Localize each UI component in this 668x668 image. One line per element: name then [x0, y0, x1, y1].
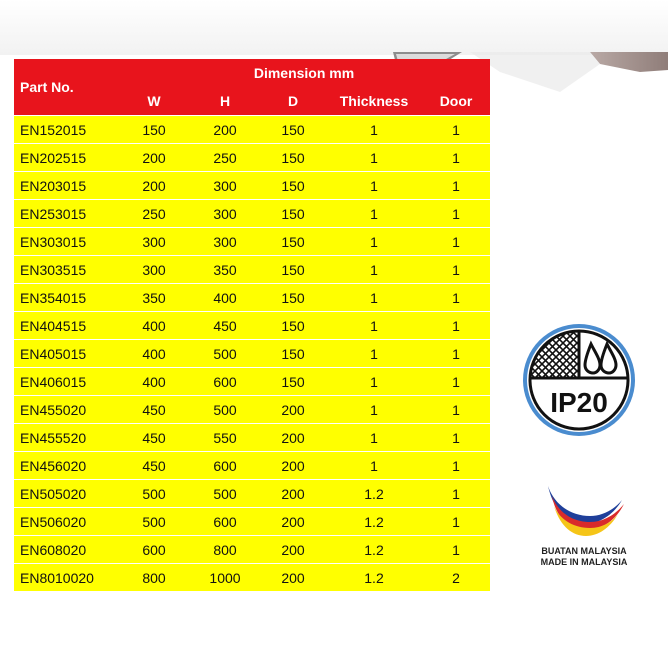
cell-thickness: 1: [326, 312, 422, 340]
cell-door: 1: [422, 144, 490, 172]
cell-h: 500: [190, 340, 260, 368]
cell-w: 450: [118, 396, 190, 424]
table-row: [14, 368, 490, 396]
cell-part-no: EN455020: [14, 396, 118, 424]
cell-thickness: 1: [326, 144, 422, 172]
cell-part-no: EN455520: [14, 424, 118, 452]
made-in-line-2: MADE IN MALAYSIA: [540, 557, 628, 567]
cell-part-no: EN405015: [14, 340, 118, 368]
cell-w: 200: [118, 172, 190, 200]
cell-d: 200: [260, 564, 326, 592]
cell-d: 150: [260, 368, 326, 396]
table-row: [14, 200, 490, 228]
cell-part-no: EN608020: [14, 536, 118, 564]
cell-d: 200: [260, 480, 326, 508]
cell-h: 600: [190, 368, 260, 396]
cell-part-no: EN202515: [14, 144, 118, 172]
table-row: [14, 144, 490, 172]
cell-thickness: 1: [326, 200, 422, 228]
cell-door: 1: [422, 200, 490, 228]
header-w: W: [118, 87, 190, 116]
cell-part-no: EN8010020: [14, 564, 118, 592]
cell-w: 300: [118, 256, 190, 284]
cell-w: 350: [118, 284, 190, 312]
cell-door: 1: [422, 172, 490, 200]
cell-door: 1: [422, 508, 490, 536]
cell-part-no: EN303015: [14, 228, 118, 256]
cell-w: 300: [118, 228, 190, 256]
cell-part-no: EN203015: [14, 172, 118, 200]
cell-part-no: EN506020: [14, 508, 118, 536]
cell-h: 1000: [190, 564, 260, 592]
cell-door: 1: [422, 396, 490, 424]
header-door: Door: [422, 87, 490, 116]
cell-thickness: 1: [326, 284, 422, 312]
cell-h: 200: [190, 116, 260, 144]
spec-table-body: [14, 116, 490, 592]
cell-d: 200: [260, 536, 326, 564]
cell-part-no: EN354015: [14, 284, 118, 312]
cell-h: 400: [190, 284, 260, 312]
table-row: [14, 228, 490, 256]
cell-w: 400: [118, 340, 190, 368]
cell-h: 500: [190, 396, 260, 424]
header-row-group: [14, 59, 490, 87]
header-thickness: Thickness: [326, 87, 422, 116]
cell-thickness: 1: [326, 116, 422, 144]
cell-d: 150: [260, 144, 326, 172]
spec-table: [14, 59, 490, 591]
cell-h: 300: [190, 172, 260, 200]
cell-part-no: EN253015: [14, 200, 118, 228]
cell-d: 150: [260, 256, 326, 284]
cell-h: 250: [190, 144, 260, 172]
cell-h: 300: [190, 228, 260, 256]
cell-door: 2: [422, 564, 490, 592]
cell-h: 500: [190, 480, 260, 508]
cell-door: 1: [422, 116, 490, 144]
table-row: [14, 340, 490, 368]
table-row: [14, 564, 490, 592]
cell-w: 200: [118, 144, 190, 172]
cell-h: 800: [190, 536, 260, 564]
cell-d: 150: [260, 200, 326, 228]
cell-thickness: 1: [326, 396, 422, 424]
table-row: [14, 536, 490, 564]
cell-thickness: 1: [326, 228, 422, 256]
cell-thickness: 1.2: [326, 480, 422, 508]
cell-w: 400: [118, 368, 190, 396]
cell-door: 1: [422, 340, 490, 368]
cell-part-no: EN406015: [14, 368, 118, 396]
cell-thickness: 1: [326, 256, 422, 284]
table-row: [14, 172, 490, 200]
cell-w: 450: [118, 452, 190, 480]
table-row: [14, 424, 490, 452]
cell-thickness: 1.2: [326, 508, 422, 536]
made-in-malaysia-logo-icon: [540, 482, 630, 542]
cell-d: 150: [260, 312, 326, 340]
cell-door: 1: [422, 536, 490, 564]
header-dimension-group: Dimension mm: [118, 59, 490, 87]
ip20-rating-icon: [521, 322, 637, 438]
cell-d: 150: [260, 116, 326, 144]
cell-h: 550: [190, 424, 260, 452]
table-row: [14, 312, 490, 340]
cell-d: 150: [260, 340, 326, 368]
cell-d: 150: [260, 284, 326, 312]
cell-thickness: 1: [326, 172, 422, 200]
cell-h: 350: [190, 256, 260, 284]
table-row: [14, 508, 490, 536]
cell-door: 1: [422, 452, 490, 480]
cell-part-no: EN456020: [14, 452, 118, 480]
cell-thickness: 1: [326, 340, 422, 368]
cell-thickness: 1: [326, 452, 422, 480]
made-in-malaysia-text: [526, 546, 642, 568]
cell-h: 600: [190, 508, 260, 536]
cell-d: 200: [260, 508, 326, 536]
cell-w: 500: [118, 480, 190, 508]
cell-door: 1: [422, 256, 490, 284]
cell-part-no: EN303515: [14, 256, 118, 284]
cell-thickness: 1.2: [326, 536, 422, 564]
cell-d: 200: [260, 452, 326, 480]
table-row: [14, 256, 490, 284]
cell-d: 200: [260, 424, 326, 452]
table-row: [14, 452, 490, 480]
cell-thickness: 1: [326, 368, 422, 396]
cell-d: 150: [260, 228, 326, 256]
cell-w: 150: [118, 116, 190, 144]
cell-part-no: EN505020: [14, 480, 118, 508]
cell-h: 450: [190, 312, 260, 340]
header-h: H: [190, 87, 260, 116]
table-row: [14, 116, 490, 144]
table-row: [14, 480, 490, 508]
cell-door: 1: [422, 312, 490, 340]
header-d: D: [260, 87, 326, 116]
cell-door: 1: [422, 368, 490, 396]
cell-h: 600: [190, 452, 260, 480]
cell-door: 1: [422, 228, 490, 256]
cell-h: 300: [190, 200, 260, 228]
cell-door: 1: [422, 424, 490, 452]
cell-w: 450: [118, 424, 190, 452]
made-in-line-1: BUATAN MALAYSIA: [541, 546, 627, 556]
cell-w: 800: [118, 564, 190, 592]
cell-door: 1: [422, 284, 490, 312]
cell-w: 400: [118, 312, 190, 340]
cell-door: 1: [422, 480, 490, 508]
cell-thickness: 1: [326, 424, 422, 452]
cell-d: 150: [260, 172, 326, 200]
table-row: [14, 284, 490, 312]
cell-part-no: EN404515: [14, 312, 118, 340]
cell-w: 600: [118, 536, 190, 564]
cell-thickness: 1.2: [326, 564, 422, 592]
cell-d: 200: [260, 396, 326, 424]
cell-w: 500: [118, 508, 190, 536]
cell-w: 250: [118, 200, 190, 228]
ip20-label: IP20: [550, 387, 608, 418]
cell-part-no: EN152015: [14, 116, 118, 144]
header-part-no: Part No.: [14, 59, 118, 116]
table-row: [14, 396, 490, 424]
